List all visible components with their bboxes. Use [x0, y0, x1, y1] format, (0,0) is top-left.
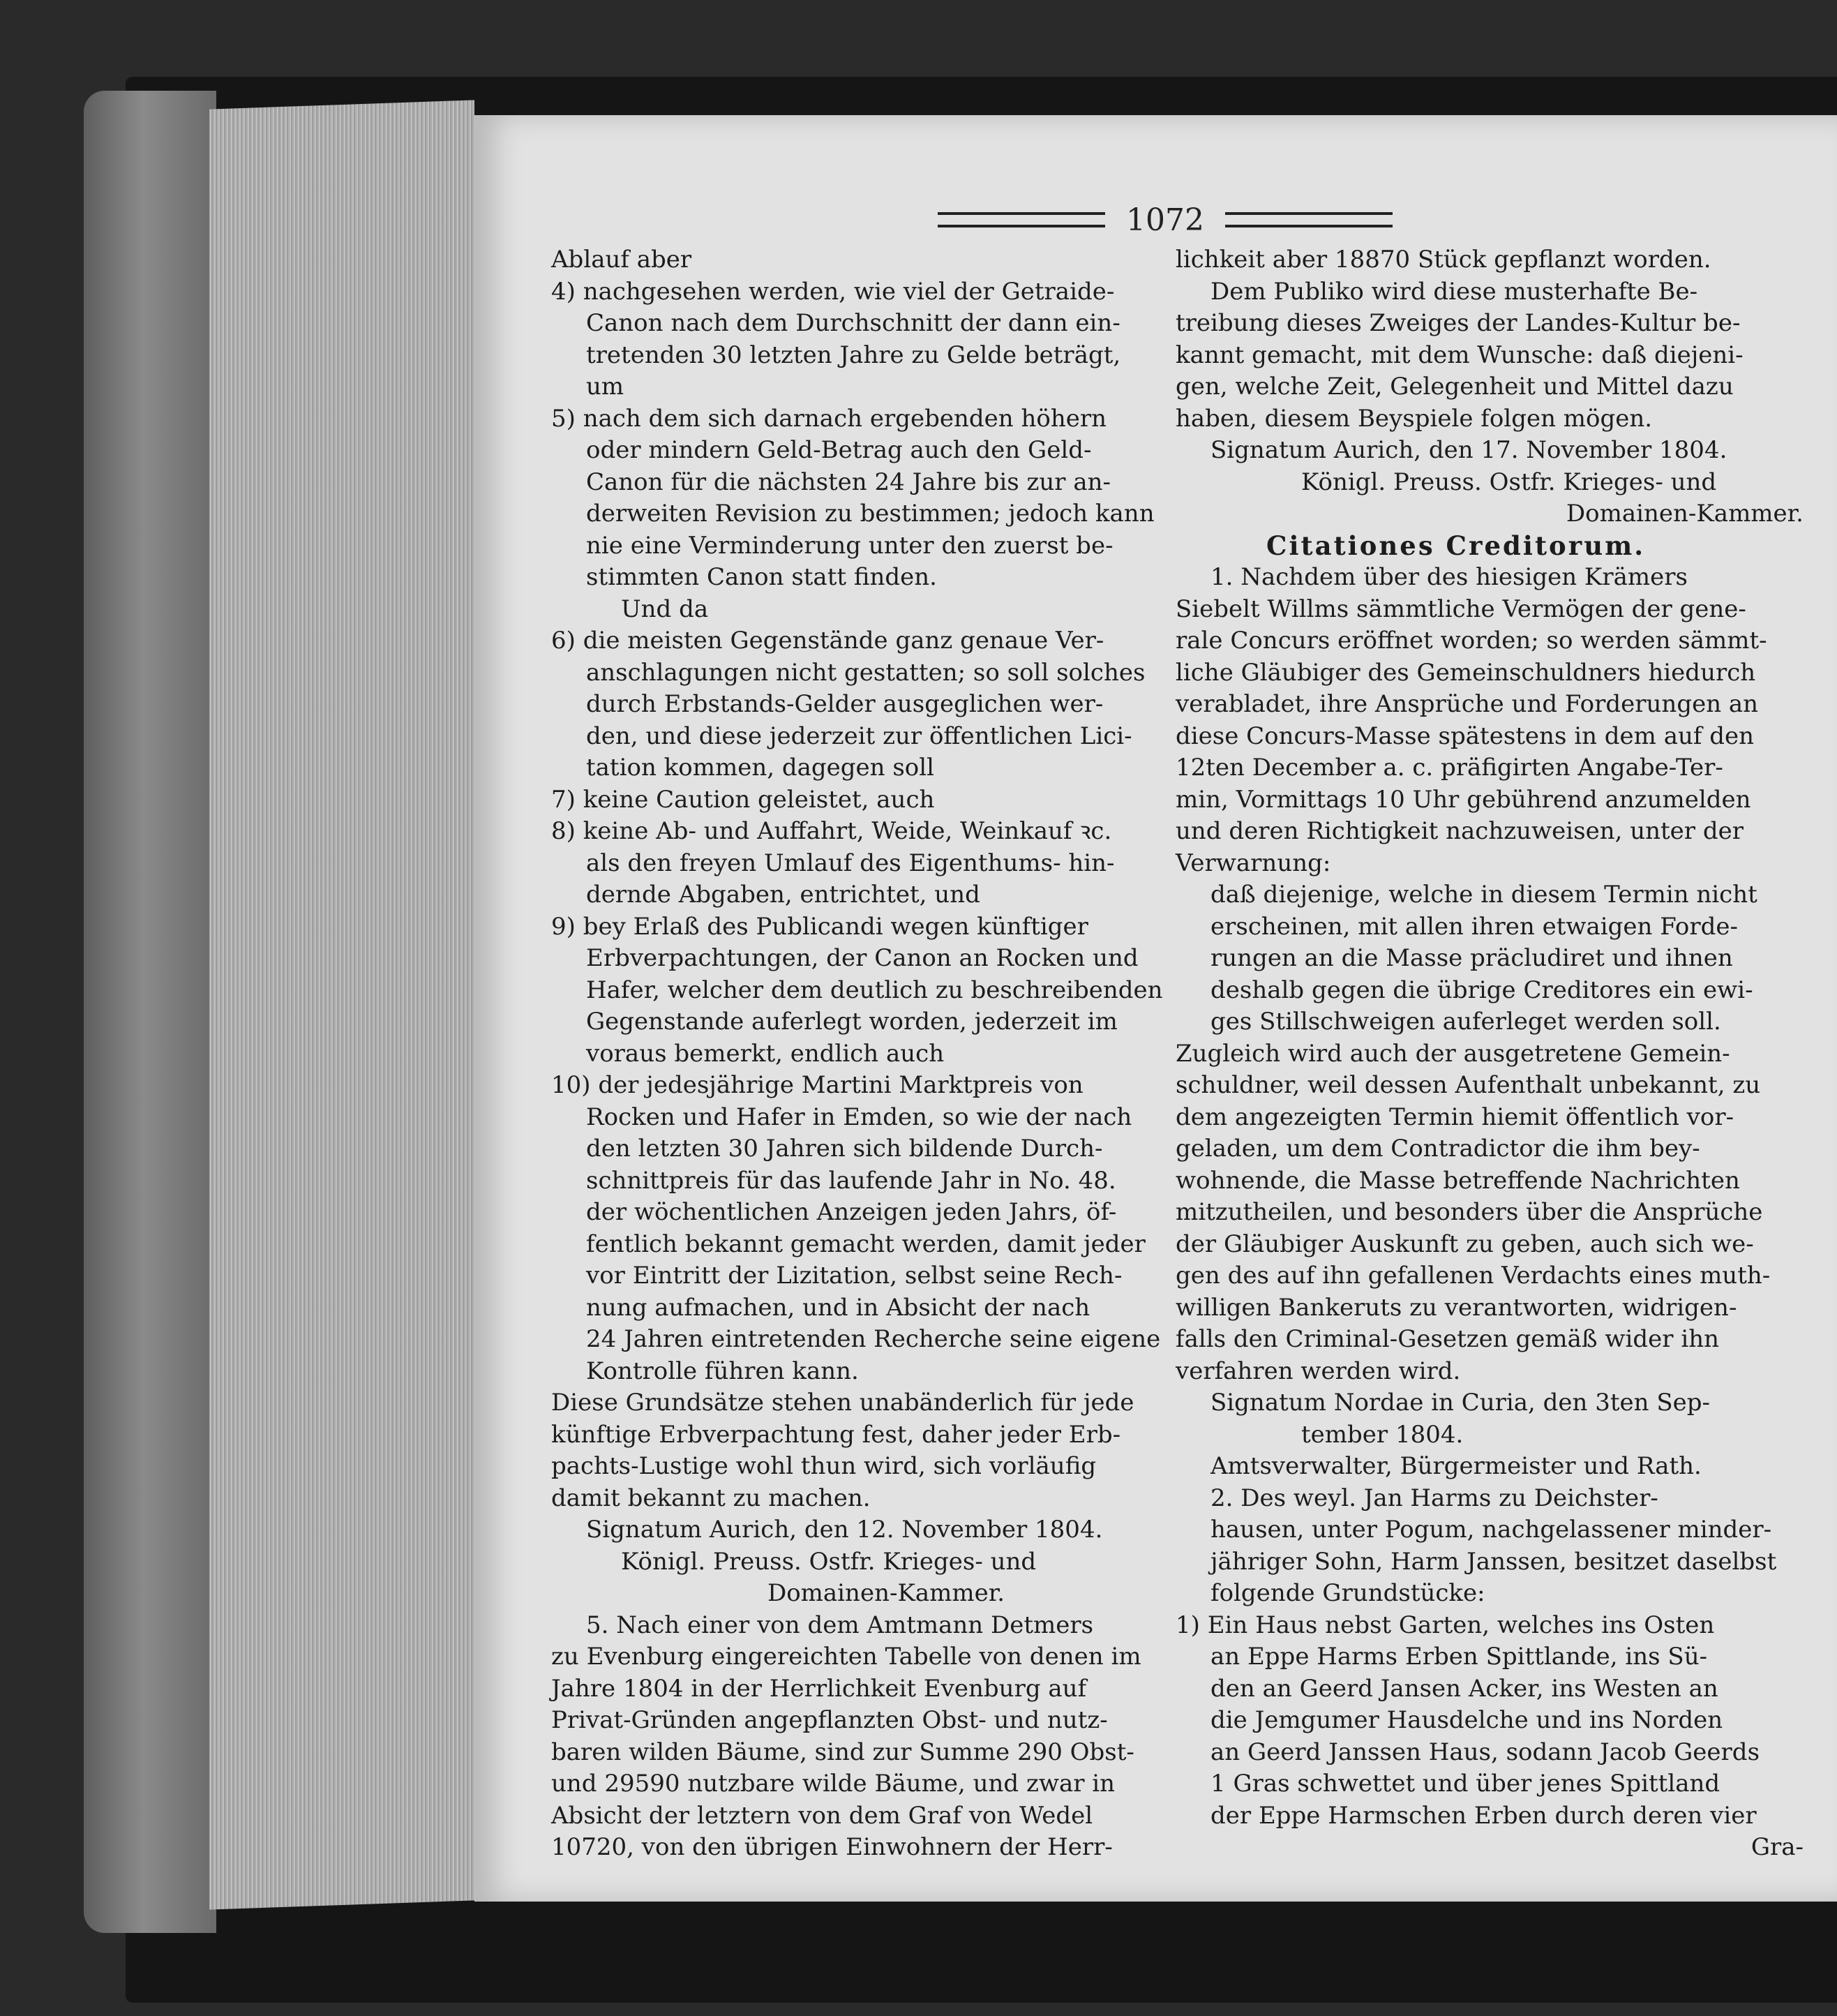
left-column-line: baren wilden Bäume, sind zur Summe 290 Obst-	[551, 1738, 1134, 1766]
left-column-line: 6) die meisten Gegenstände ganz genaue Ver-	[551, 627, 1104, 655]
header-rule-right	[1225, 212, 1393, 227]
right-column-line: willigen Bankeruts zu verantworten, widrigen-	[1176, 1293, 1737, 1322]
left-column-line: Rocken und Hafer in Emden, so wie der nach	[586, 1103, 1132, 1131]
right-column-line: jähriger Sohn, Harm Janssen, besitzet daselbst	[1210, 1547, 1777, 1576]
left-column-line: dernde Abgaben, entrichtet, und	[586, 881, 980, 909]
right-column-line: diese Concurs-Masse spätestens in dem auf den	[1176, 722, 1755, 750]
right-column-line: liche Gläubiger des Gemeinschuldners hiedurch	[1176, 658, 1756, 687]
page-number: 1072	[1126, 202, 1204, 238]
left-column-line: derweiten Revision zu bestimmen; jedoch kann	[586, 500, 1155, 528]
right-column-line: gen des auf ihn gefallenen Verdachts eines muth-	[1176, 1262, 1771, 1290]
right-column-line: Amtsverwalter, Bürgermeister und Rath.	[1210, 1452, 1702, 1480]
right-column-line: haben, diesem Beyspiele folgen mögen.	[1176, 404, 1653, 433]
right-column-line: folgende Grundstücke:	[1210, 1579, 1485, 1607]
right-column-line: Signatum Nordae in Curia, den 3ten Sep-	[1210, 1389, 1711, 1417]
right-column-line: 12ten December a. c. präfigirten Angabe-Ter-	[1176, 754, 1723, 782]
left-column-line: fentlich bekannt gemacht werden, damit jeder	[586, 1230, 1146, 1258]
right-column-line: Citationes Creditorum.	[1266, 530, 1646, 561]
left-column-line: Königl. Preuss. Ostfr. Krieges- und	[621, 1547, 1037, 1576]
left-column-line: den, und diese jederzeit zur öffentlichen Lici-	[586, 722, 1132, 750]
left-column-line: 5. Nach einer von dem Amtmann Detmers	[586, 1611, 1094, 1639]
left-column-line: vor Eintritt der Lizitation, selbst seine Rech-	[586, 1262, 1123, 1290]
right-column-line: an Geerd Janssen Haus, sodann Jacob Geerds	[1210, 1738, 1760, 1766]
left-column-line: und 29590 nutzbare wilde Bäume, und zwar in	[551, 1770, 1116, 1798]
right-column	[1176, 244, 1804, 1864]
right-column-line: mitzutheilen, und besonders über die Ansprüche	[1176, 1198, 1763, 1226]
left-column-line: Signatum Aurich, den 12. November 1804.	[586, 1516, 1103, 1544]
right-column-line: 1. Nachdem über des hiesigen Krämers	[1210, 563, 1688, 591]
right-column-line: Gra-	[1750, 1833, 1804, 1861]
right-column-line: Königl. Preuss. Ostfr. Krieges- und	[1301, 468, 1717, 496]
right-column-line: falls den Criminal-Gesetzen gemäß wider ihn	[1176, 1325, 1719, 1353]
left-column-line: 7) keine Caution geleistet, auch	[551, 785, 935, 814]
right-column-line: hausen, unter Pogum, nachgelassener minder-	[1210, 1516, 1772, 1544]
left-column-line: Absicht der letztern von dem Graf von Wedel	[551, 1801, 1093, 1830]
left-column-line: Jahre 1804 in der Herrlichkeit Evenburg auf	[551, 1674, 1087, 1703]
right-column-line: 1) Ein Haus nebst Garten, welches ins Osten	[1176, 1611, 1715, 1639]
right-column-line: daß diejenige, welche in diesem Termin nicht	[1210, 881, 1757, 909]
left-column-line: 5) nach dem sich darnach ergebenden höhern	[551, 404, 1107, 433]
right-column-line: die Jemgumer Hausdelche und ins Norden	[1210, 1706, 1723, 1734]
right-column-line: und deren Richtigkeit nachzuweisen, unter der	[1176, 817, 1744, 845]
left-column-line: Diese Grundsätze stehen unabänderlich für jede	[551, 1389, 1134, 1417]
right-column-line: Dem Publiko wird diese musterhafte Be-	[1210, 277, 1698, 306]
right-column-line: tember 1804.	[1301, 1420, 1464, 1449]
book-cover	[84, 91, 216, 1933]
page-header	[921, 199, 1409, 241]
left-column-line: der wöchentlichen Anzeigen jeden Jahrs, öf-	[586, 1198, 1117, 1226]
right-column-line: Zugleich wird auch der ausgetretene Gemein-	[1176, 1039, 1730, 1068]
right-column-line: ges Stillschweigen auferleget werden soll.	[1210, 1008, 1721, 1036]
left-column-line: um	[586, 373, 624, 401]
right-column-line: schuldner, weil dessen Aufenthalt unbekannt, zu	[1176, 1071, 1761, 1099]
left-column-line: Kontrolle führen kann.	[586, 1357, 859, 1385]
left-column	[551, 244, 1221, 1864]
left-column-line: nung aufmachen, und in Absicht der nach	[586, 1293, 1090, 1322]
right-column-line: der Gläubiger Auskunft zu geben, auch sich we-	[1176, 1230, 1754, 1258]
left-column-line: stimmten Canon statt finden.	[586, 563, 937, 591]
left-column-line: anschlagungen nicht gestatten; so soll solches	[586, 658, 1146, 687]
right-column-line: den an Geerd Jansen Acker, ins Westen an	[1210, 1674, 1718, 1703]
right-column-line: verfahren werden wird.	[1176, 1357, 1461, 1385]
right-column-line: rale Concurs eröffnet worden; so werden sämmt-	[1176, 627, 1767, 655]
right-column-line: erscheinen, mit allen ihren etwaigen Forde-	[1210, 912, 1739, 941]
left-column-line: Gegenstande auferlegt worden, jederzeit im	[586, 1008, 1118, 1036]
right-column-line: wohnende, die Masse betreffende Nachrichten	[1176, 1166, 1740, 1195]
left-column-line: Privat-Gründen angepflanzten Obst- und nutz-	[551, 1706, 1108, 1734]
left-column-line: Ablauf aber	[551, 246, 692, 274]
left-column-line: damit bekannt zu machen.	[551, 1484, 871, 1512]
left-column-line: den letzten 30 Jahren sich bildende Durch-	[586, 1135, 1103, 1163]
right-column-line: an Eppe Harms Erben Spittlande, ins Sü-	[1210, 1643, 1708, 1671]
right-column-line: verabladet, ihre Ansprüche und Forderungen an	[1176, 690, 1759, 718]
right-column-line: der Eppe Harmschen Erben durch deren vier	[1210, 1801, 1757, 1830]
right-column-line: deshalb gegen die übrige Creditores ein ewi-	[1210, 976, 1753, 1004]
page-edges	[209, 100, 474, 1909]
left-column-line: pachts-Lustige wohl thun wird, sich vorläufig	[551, 1452, 1097, 1480]
left-column-line: Erbverpachtungen, der Canon an Rocken und	[586, 944, 1139, 972]
right-column-line: Verwarnung:	[1176, 849, 1331, 877]
right-column-line: rungen an die Masse präcludiret und ihnen	[1210, 944, 1733, 972]
right-column-line: 1 Gras schwettet und über jenes Spittland	[1210, 1770, 1720, 1798]
left-column-line: künftige Erbverpachtung fest, daher jeder Erb-	[551, 1420, 1121, 1449]
book-page	[474, 115, 1837, 1902]
right-column-line: dem angezeigten Termin hiemit öffentlich vor-	[1176, 1103, 1734, 1131]
left-column-line: Und da	[621, 595, 709, 623]
left-column-line: Domainen-Kammer.	[767, 1579, 1005, 1607]
right-column-line: Domainen-Kammer.	[1566, 500, 1804, 528]
left-column-line: 10720, von den übrigen Einwohnern der Herr-	[551, 1833, 1113, 1861]
left-column-line: zu Evenburg eingereichten Tabelle von denen im	[551, 1643, 1141, 1671]
left-column-line: als den freyen Umlauf des Eigenthums- hin-	[586, 849, 1115, 877]
left-column-line: 4) nachgesehen werden, wie viel der Getraide-	[551, 277, 1115, 306]
right-column-line: kannt gemacht, mit dem Wunsche: daß diejeni-	[1176, 341, 1744, 369]
left-column-line: nie eine Verminderung unter den zuerst be-	[586, 531, 1114, 560]
left-column-line: 9) bey Erlaß des Publicandi wegen künftiger	[551, 912, 1088, 941]
right-column-line: treibung dieses Zweiges der Landes-Kultur be-	[1176, 309, 1741, 337]
left-column-line: 10) der jedesjährige Martini Marktpreis von	[551, 1071, 1084, 1099]
left-column-line: tretenden 30 letzten Jahre zu Gelde beträgt,	[586, 341, 1121, 369]
right-column-line: Signatum Aurich, den 17. November 1804.	[1210, 436, 1727, 464]
left-column-line: durch Erbstands-Gelder ausgeglichen wer-	[586, 690, 1104, 718]
left-column-line: 8) keine Ab- und Auffahrt, Weide, Weinkauf ꝛc.	[551, 817, 1112, 845]
header-rule-left	[938, 212, 1105, 227]
left-column-line: voraus bemerkt, endlich auch	[586, 1039, 945, 1068]
right-column-line: min, Vormittags 10 Uhr gebührend anzumelden	[1176, 785, 1751, 814]
left-column-line: schnittpreis für das laufende Jahr in No. 48.	[586, 1166, 1116, 1195]
right-column-line: gen, welche Zeit, Gelegenheit und Mittel dazu	[1176, 373, 1734, 401]
left-column-line: oder mindern Geld-Betrag auch den Geld-	[586, 436, 1092, 464]
left-column-line: Canon nach dem Durchschnitt der dann ein-	[586, 309, 1120, 337]
right-column-line: geladen, um dem Contradictor die ihm bey-	[1176, 1135, 1700, 1163]
right-column-line: Siebelt Willms sämmtliche Vermögen der gene-	[1176, 595, 1746, 623]
left-column-line: Hafer, welcher dem deutlich zu beschreibenden	[586, 976, 1163, 1004]
left-column-line: Canon für die nächsten 24 Jahre bis zur an-	[586, 468, 1111, 496]
right-column-line: 2. Des weyl. Jan Harms zu Deichster-	[1210, 1484, 1658, 1512]
left-column-line: 24 Jahren eintretenden Recherche seine eigene	[586, 1325, 1161, 1353]
right-column-line: lichkeit aber 18870 Stück gepflanzt worden.	[1176, 246, 1711, 274]
left-column-line: tation kommen, dagegen soll	[586, 754, 935, 782]
